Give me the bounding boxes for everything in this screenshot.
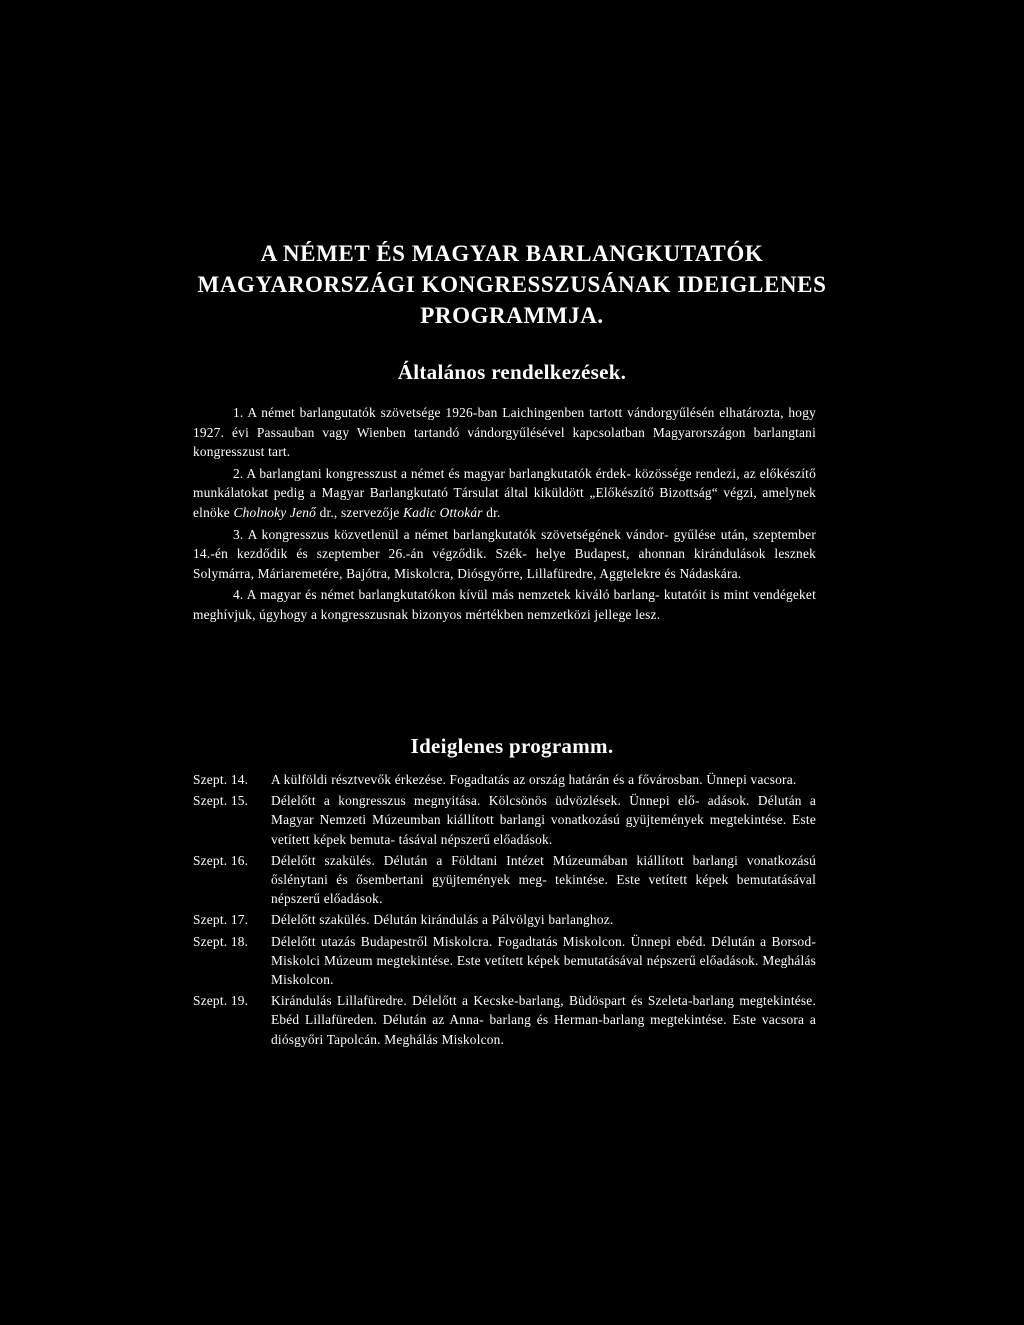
provision-2 xyxy=(193,464,816,523)
provision-1: 1. A német barlangutatók szövetsége 1926-ban Laichingenben tartott vándorgyűlésén elhatározta, hogy 1927. évi Passauban vagy Wienben tartandó vándorgyűlésével kapcsolatban Magyarországon barlangtani kongresszust tart. xyxy=(193,405,816,460)
document-title xyxy=(150,238,874,331)
program-text: A külföldi résztvevők érkezése. Fogadtatás az ország határán és a fővárosban. Ünnepi vacsora. xyxy=(271,772,797,787)
provision-2-text-b: dr., szervezője xyxy=(316,504,404,520)
program-day xyxy=(193,851,816,909)
program-date: Szept. 19. xyxy=(193,993,249,1009)
general-provisions-heading: Általános rendelkezések. xyxy=(397,360,627,384)
provision-2-text-c: dr. xyxy=(482,504,501,520)
title-line-1: A NÉMET ÉS MAGYAR BARLANGKUTATÓK xyxy=(260,241,764,266)
program-day xyxy=(193,991,816,1049)
provision-3: 3. A kongresszus közvetlenül a német barlangkutatók szövetségének vándor- gyűlése után, szeptember 14.-én kezdődik és szeptember 26.-án végződik. Szék- helye Budapest, ahonnan kirándulások lesznek Solymárra, Máriaremetére, Bajótra, Miskolcra, Diósgyőrre, Lillafüredre, Aggtelekre és Nádaskára. xyxy=(193,526,816,581)
general-provisions-body xyxy=(193,403,816,627)
program-date: Szept. 16. xyxy=(193,852,249,868)
program-date: Szept. 17. xyxy=(193,912,249,928)
program-day xyxy=(193,770,816,789)
program-text: Délelőtt szakülés. Délután a Földtani Intézet Múzeumában kiállított barlangi vonatkozású őslénytani és ősembertani gyüjtemények meg- tekintése. Este vetített képek bemutatásával népszerű előadások. xyxy=(271,852,816,907)
organizer-name: Kadic Ottokár xyxy=(403,504,483,520)
chair-name: Cholnoky Jenő xyxy=(233,504,317,520)
program-day xyxy=(193,791,816,849)
provision-4: 4. A magyar és német barlangkutatókon kívül más nemzetek kiváló barlang- kutatóit is mint vendégeket meghívjuk, úgyhogy a kongresszusnak bizonyos mértékben nemzetközi jellege lesz. xyxy=(193,587,816,622)
program-text: Délelőtt utazás Budapestről Miskolcra. Fogadtatás Miskolcon. Ünnepi ebéd. Délután a Borsod-Miskolci Múzeum megtekintése. Este vetített képek bemutatásával népszerű előadások. Meghálás Miskolcon. xyxy=(271,933,816,988)
program-list xyxy=(193,770,816,1051)
provision-2-text: 2. A barlangtani kongresszust a német és magyar barlangkutatók érdek- közössége rendezi, az előkészítő munkálatokat pedig a Magyar Barlangkutató Társulat által kiküldött „Előkészítő Bizottság“ végzi, amelynek elnöke xyxy=(193,465,816,520)
program-text: Délelőtt a kongresszus megnyitása. Kölcsönös üdvözlések. Ünnepi elő- adások. Délután a Magyar Nemzeti Múzeumban kiállított barlangi vonatkozású gyüjtemények megtekintése. Este vetített képek bemuta- tásával népszerű előadások. xyxy=(271,793,816,847)
program-text: Kirándulás Lillafüredre. Délelőtt a Kecske-barlang, Büdöspart és Szeleta-barlang megtekintése. Ebéd Lillafüreden. Délután az Anna- barlang és Herman-barlang megtekintése. Este vacsora a diósgyőri Tapolcán. Meghálás Miskolcon. xyxy=(271,993,816,1047)
title-line-3: PROGRAMMJA. xyxy=(420,303,604,328)
title-line-2: MAGYARORSZÁGI KONGRESSZUSÁNAK IDEIGLENES xyxy=(197,272,827,297)
program-date: Szept. 18. xyxy=(193,933,249,949)
program-date: Szept. 15. xyxy=(193,793,249,809)
program-text: Délelőtt szakülés. Délután kirándulás a Pálvölgyi barlanghoz. xyxy=(271,912,614,928)
provisional-program-heading: Ideiglenes programm. xyxy=(410,734,614,758)
program-date: Szept. 14. xyxy=(193,772,249,787)
program-day xyxy=(193,932,816,990)
program-day xyxy=(193,910,816,929)
